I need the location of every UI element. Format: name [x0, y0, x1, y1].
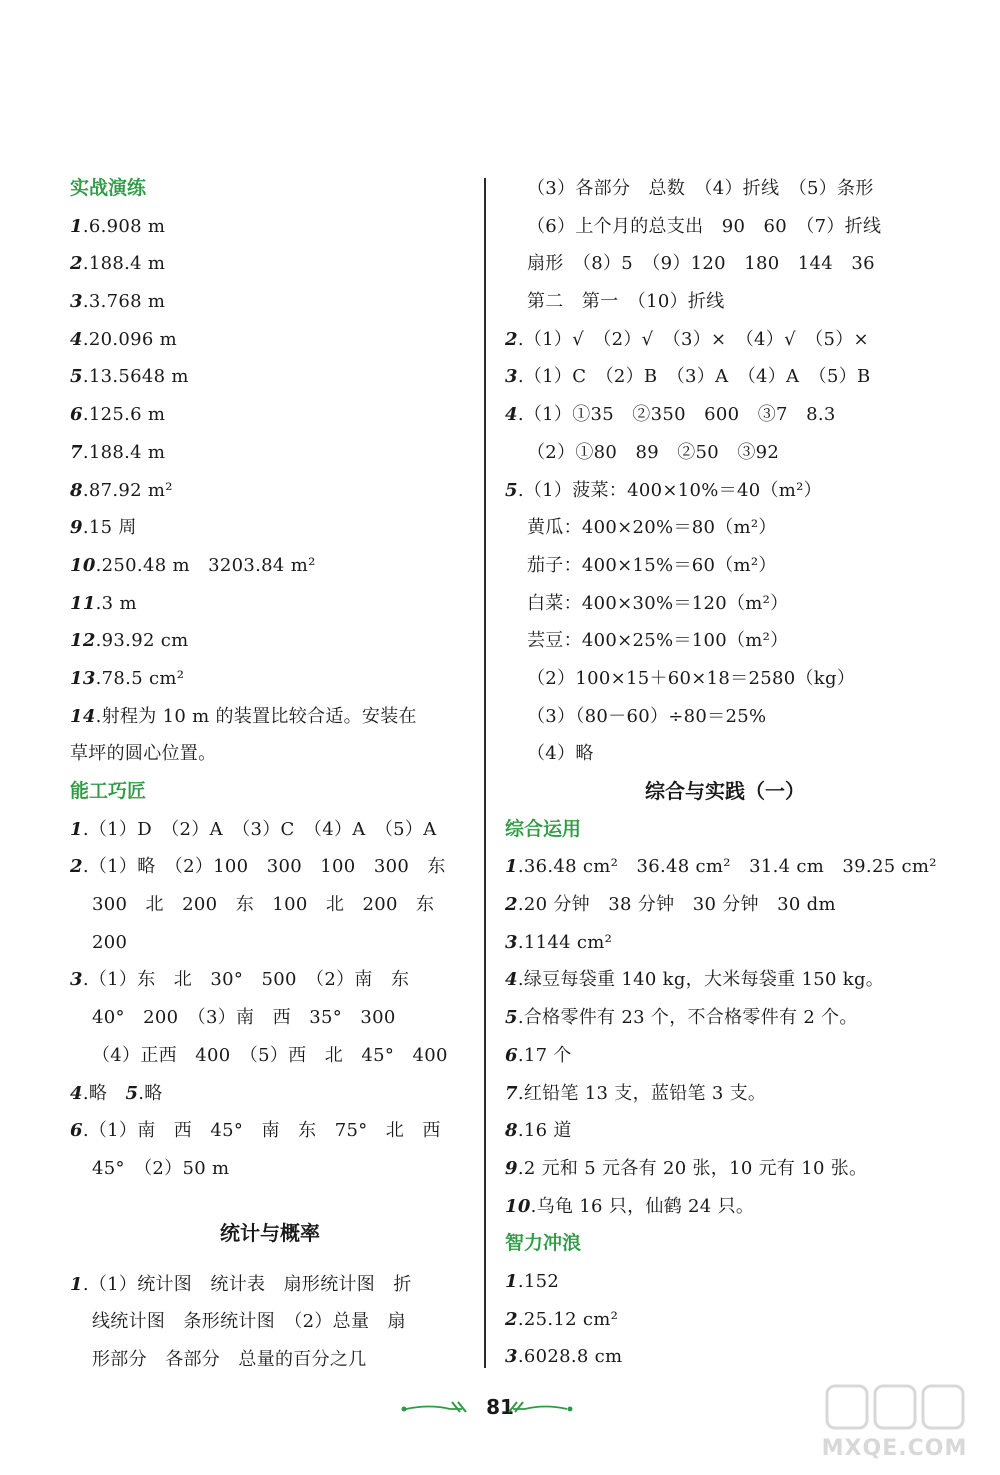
answer-line: 1.（1）统计图 统计表 扇形统计图 折	[70, 1273, 412, 1295]
column-divider	[484, 178, 486, 1368]
answer-line: 2.（1）√ （2）√ （3）× （4）√ （5）×	[505, 328, 869, 350]
watermark-logo	[807, 1380, 982, 1470]
section-label-challenge: 智力冲浪	[505, 1232, 582, 1255]
answer-line: 4.绿豆每袋重 140 kg，大米每袋重 150 kg。	[505, 969, 885, 991]
answer-continuation: 形部分 各部分 总量的百分之几	[92, 1348, 367, 1370]
answer-line: 5.（1）菠菜：400×10%＝40（m²）	[505, 479, 822, 501]
answer-continuation: （3）（80－60）÷80＝25%	[527, 705, 767, 727]
answer-continuation: （4）略	[527, 743, 594, 765]
answer-line: 6.（1）南 西 45° 南 东 75° 北 西	[70, 1120, 441, 1142]
answer-line: 6.125.6 m	[70, 404, 166, 426]
answer-line: 3.（1）C （2）B （3）A （4）A （5）B	[505, 366, 871, 388]
answer-line: 2.（1）略 （2）100 300 100 300 东	[70, 856, 446, 878]
answer-line: 1.6.908 m	[70, 215, 166, 237]
answer-continuation: 第二 第一 （10）折线	[527, 291, 725, 313]
answer-continuation: 扇形 （8）5 （9）120 180 144 36	[527, 253, 875, 275]
answer-continuation: 黄瓜：400×20%＝80（m²）	[527, 517, 777, 539]
answer-line: 7.红铅笔 13 支，蓝铅笔 3 支。	[505, 1082, 767, 1104]
answer-line: 3.6028.8 cm	[505, 1346, 623, 1368]
answer-continuation: （2）100×15＋60×18＝2580（kg）	[527, 667, 856, 689]
section-title-practice: 综合与实践（一）	[645, 779, 805, 803]
watermark-text: MXQE.COM	[821, 1436, 968, 1461]
answer-continuation: （6）上个月的总支出 90 60 （7）折线	[527, 215, 882, 237]
answer-line: 3.（1）东 北 30° 500 （2）南 东	[70, 969, 410, 991]
answer-line: 4.略 5.略	[70, 1082, 163, 1104]
right-column	[505, 170, 945, 1376]
answer-line: 10.乌龟 16 只，仙鹤 24 只。	[505, 1195, 755, 1217]
left-column	[70, 170, 470, 1379]
answer-line: 4.20.096 m	[70, 328, 178, 350]
answer-line: 3.3.768 m	[70, 291, 166, 313]
answer-line: 7.188.4 m	[70, 441, 166, 463]
page-number: 81	[486, 1395, 514, 1419]
answer-continuation: 线统计图 条形统计图 （2）总量 扇	[92, 1311, 406, 1333]
answer-continuation: 300 北 200 东 100 北 200 东	[92, 894, 435, 916]
answer-line: 10.250.48 m 3203.84 m²	[70, 554, 316, 576]
watermark-seal-icon	[807, 1380, 982, 1436]
ornament-right-icon	[505, 1400, 575, 1414]
answer-line: 2.188.4 m	[70, 253, 166, 275]
answer-line: 11.3 m	[70, 592, 137, 614]
answer-continuation: 草坪的圆心位置。	[70, 743, 217, 765]
ornament-left-icon	[400, 1400, 470, 1414]
answer-continuation: 45° （2）50 m	[92, 1157, 230, 1179]
answer-continuation: （4）正西 400 （5）西 北 45° 400	[92, 1044, 448, 1066]
section-label-application: 综合运用	[505, 817, 582, 840]
answer-continuation: 茄子：400×15%＝60（m²）	[527, 554, 777, 576]
section-label-practice: 实战演练	[70, 177, 147, 199]
answer-continuation: （3）各部分 总数 （4）折线 （5）条形	[527, 178, 874, 199]
answer-continuation: 白菜：400×30%＝120（m²）	[527, 592, 789, 614]
answer-line: 14.射程为 10 m 的装置比较合适。安装在	[70, 705, 417, 727]
answer-continuation: 40° 200 （3）南 西 35° 300	[92, 1007, 396, 1029]
answer-continuation: 芸豆：400×25%＝100（m²）	[527, 630, 789, 652]
answer-line: 3.1144 cm²	[505, 931, 613, 953]
answer-line: 2.25.12 cm²	[505, 1308, 619, 1330]
answer-continuation: （2）①80 89 ②50 ③92	[527, 441, 780, 463]
answer-continuation: 200	[92, 931, 128, 953]
answer-line: 2.20 分钟 38 分钟 30 分钟 30 dm	[505, 894, 836, 916]
answer-line: 4.（1）①35 ②350 600 ③7 8.3	[505, 404, 836, 426]
answer-line: 9.15 周	[70, 517, 137, 539]
answer-line: 6.17 个	[505, 1044, 572, 1066]
section-title-statistics: 统计与概率	[220, 1220, 320, 1245]
answer-line: 1.（1）D （2）A （3）C （4）A （5）A	[70, 818, 437, 840]
answer-line: 5.13.5648 m	[70, 366, 189, 388]
answer-line: 1.152	[505, 1270, 560, 1292]
answer-line: 13.78.5 cm²	[70, 667, 185, 689]
answer-line: 5.合格零件有 23 个，不合格零件有 2 个。	[505, 1007, 858, 1029]
answer-line: 8.87.92 m²	[70, 479, 173, 501]
answer-line: 8.16 道	[505, 1120, 572, 1142]
answer-line: 9.2 元和 5 元各有 20 张，10 元有 10 张。	[505, 1157, 868, 1179]
answer-line: 12.93.92 cm	[70, 630, 189, 652]
answer-line: 1.36.48 cm² 36.48 cm² 31.4 cm 39.25 cm²	[505, 856, 937, 878]
section-label-skills: 能工巧匠	[70, 780, 147, 802]
